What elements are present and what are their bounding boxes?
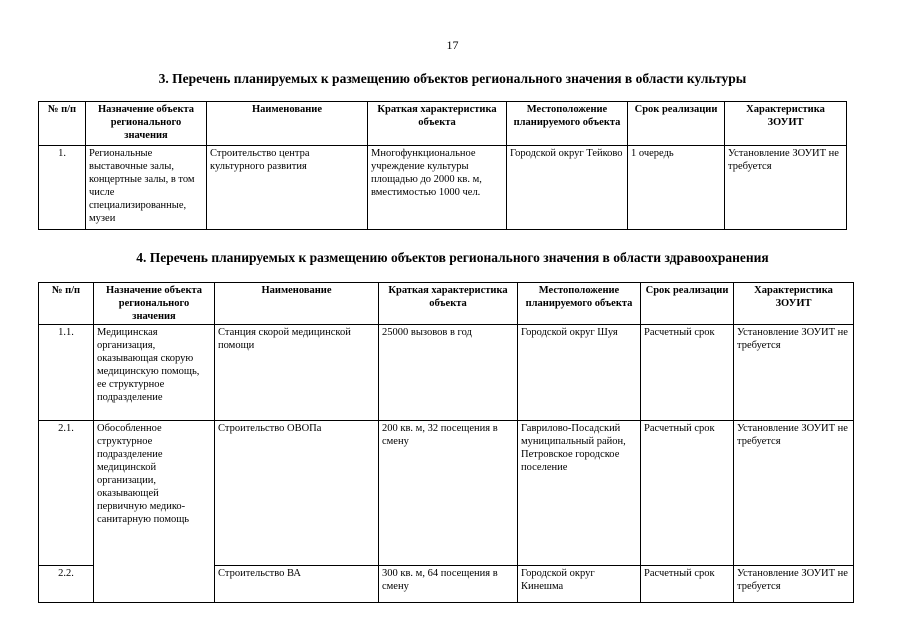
header-purpose: Назначение объекта регионального значения <box>94 283 215 325</box>
page-number: 17 <box>446 38 459 52</box>
header-location: Местоположение планируемого объекта <box>507 102 628 146</box>
row-name: Строительство ОВОПа <box>215 421 379 566</box>
row-zouit: Установление ЗОУИТ не требуется <box>734 566 854 603</box>
table-row <box>39 325 854 421</box>
row-name: Строительство ВА <box>215 566 379 603</box>
header-name: Наименование <box>207 102 368 146</box>
row-term: Расчетный срок <box>641 325 734 421</box>
row-name: Строительство центра культурного развития <box>207 146 368 230</box>
row-num: 1.1. <box>39 325 94 421</box>
row-location: Городской округ Тейково <box>507 146 628 230</box>
table-header-row <box>39 102 847 146</box>
header-term: Срок реализации <box>641 283 734 325</box>
row-purpose: Региональные выставочные залы, концертные залы, в том числе специализированные, музеи <box>86 146 207 230</box>
section-3-title: 3. Перечень планируемых к размещению объектов регионального значения в области культуры <box>158 71 747 86</box>
row-name: Станция скорой медицинской помощи <box>215 325 379 421</box>
row-description: 25000 вызовов в год <box>379 325 518 421</box>
row-purpose: Обособленное структурное подразделение медицинской организации, оказывающей первичную медико-санитарную помощь <box>94 421 215 603</box>
row-location: Гаврилово-Посадский муниципальный район, Петровское городское поселение <box>518 421 641 566</box>
table-row <box>39 421 854 566</box>
table-header-row <box>39 283 854 325</box>
header-num: № п/п <box>39 102 86 146</box>
row-zouit: Установление ЗОУИТ не требуется <box>725 146 847 230</box>
header-name: Наименование <box>215 283 379 325</box>
row-zouit: Установление ЗОУИТ не требуется <box>734 421 854 566</box>
table-row <box>39 146 847 230</box>
row-description: Многофункциональное учреждение культуры площадью до 2000 кв. м, вместимостью 1000 чел. <box>368 146 507 230</box>
header-description: Краткая характеристика объекта <box>379 283 518 325</box>
row-zouit: Установление ЗОУИТ не требуется <box>734 325 854 421</box>
header-location: Местоположение планируемого объекта <box>518 283 641 325</box>
row-description: 200 кв. м, 32 посещения в смену <box>379 421 518 566</box>
row-location: Городской округ Кинешма <box>518 566 641 603</box>
culture-objects-table <box>38 101 847 230</box>
row-term: Расчетный срок <box>641 566 734 603</box>
header-purpose: Назначение объекта регионального значения <box>86 102 207 146</box>
row-num: 2.1. <box>39 421 94 566</box>
row-description: 300 кв. м, 64 посещения в смену <box>379 566 518 603</box>
header-description: Краткая характеристика объекта <box>368 102 507 146</box>
row-term: 1 очередь <box>628 146 725 230</box>
header-num: № п/п <box>39 283 94 325</box>
header-zouit: Характеристика ЗОУИТ <box>734 283 854 325</box>
row-num: 1. <box>39 146 86 230</box>
header-term: Срок реализации <box>628 102 725 146</box>
row-term: Расчетный срок <box>641 421 734 566</box>
section-4-title: 4. Перечень планируемых к размещению объектов регионального значения в области здравоохранения <box>136 250 769 265</box>
row-purpose: Медицинская организация, оказывающая скорую медицинскую помощь, ее структурное подразделение <box>94 325 215 421</box>
row-num: 2.2. <box>39 566 94 603</box>
row-location: Городской округ Шуя <box>518 325 641 421</box>
healthcare-objects-table <box>38 282 854 603</box>
header-zouit: Характеристика ЗОУИТ <box>725 102 847 146</box>
